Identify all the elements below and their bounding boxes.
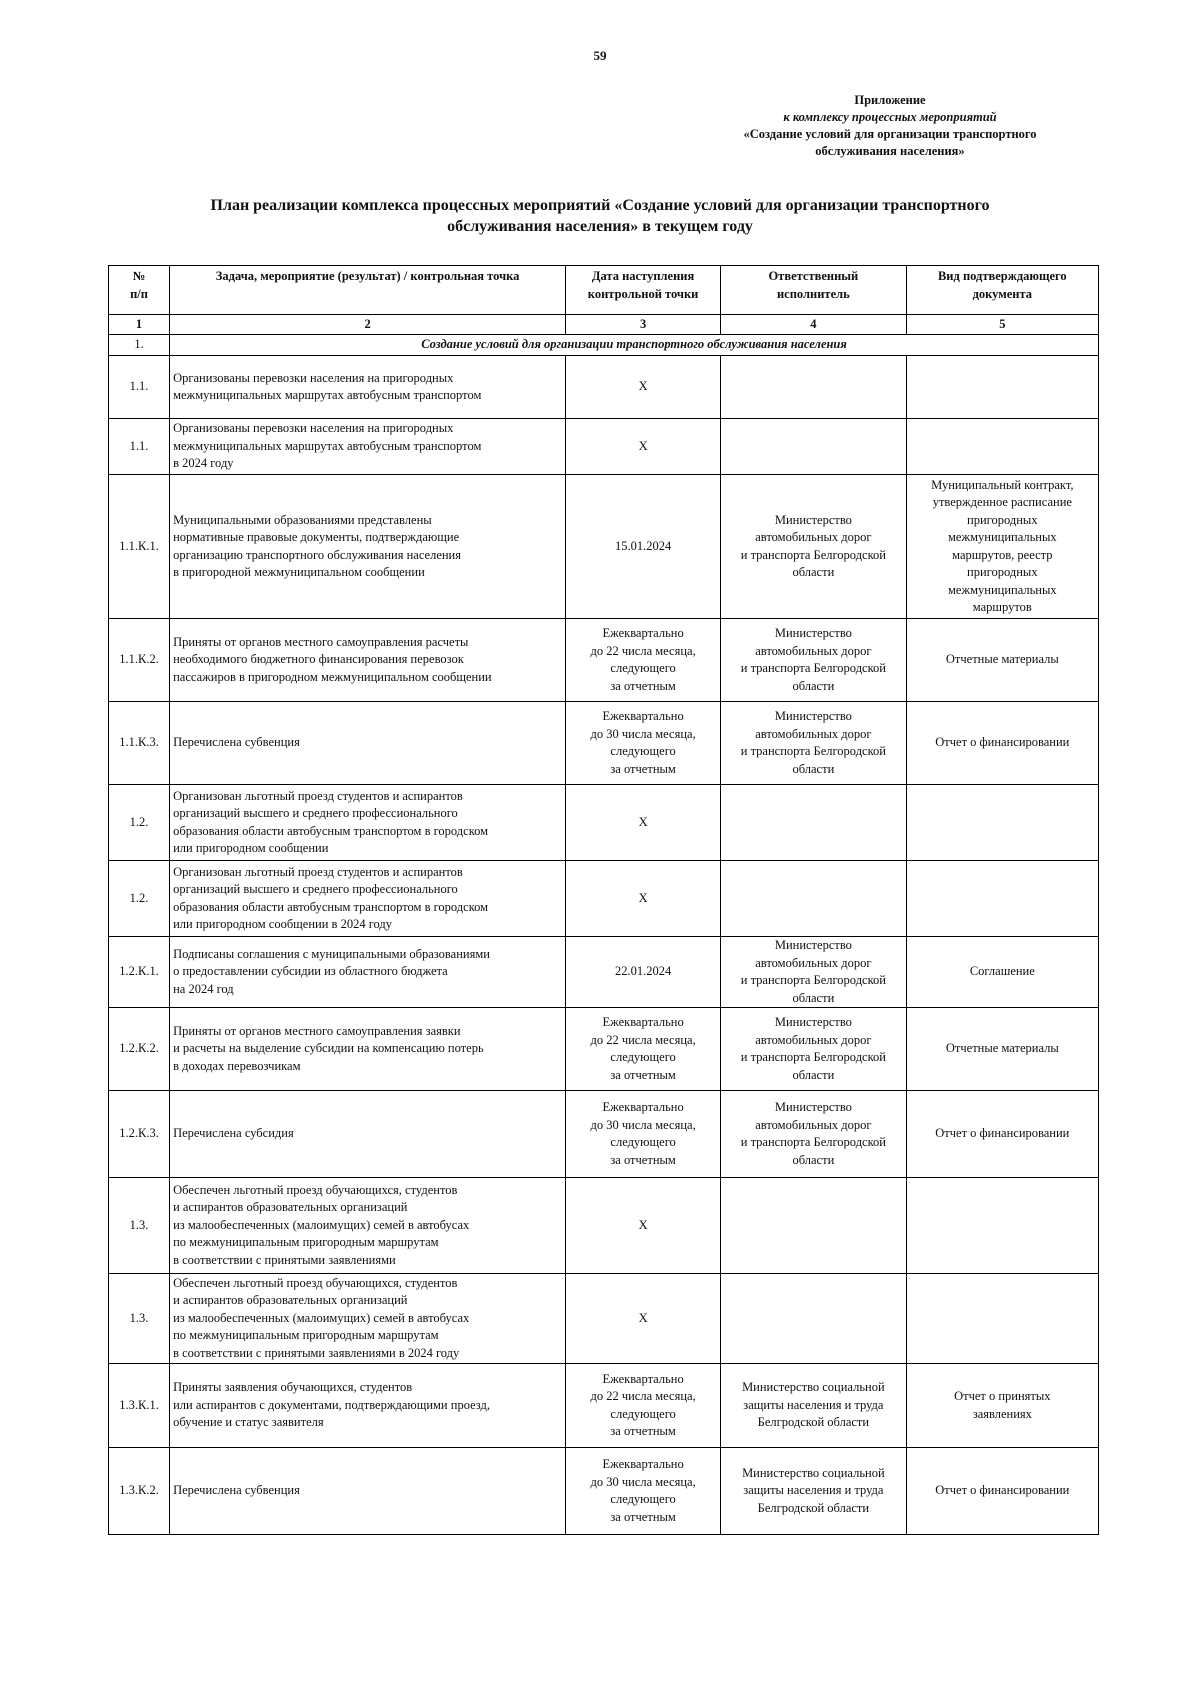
header-line: Ответственный: [768, 269, 859, 283]
header-date: [566, 266, 721, 315]
row-executor-line: области: [792, 990, 835, 1005]
table-row: [109, 1364, 1099, 1448]
row-task-line: Обеспечен льготный проезд обучающихся, студентов: [173, 1182, 458, 1197]
row-executor-line: области: [792, 1067, 835, 1082]
row-task: [170, 619, 566, 702]
row-document: [906, 861, 1098, 937]
table-row: [109, 937, 1099, 1008]
header-line: Дата наступления: [591, 269, 695, 283]
row-task-line: Перечислена субвенция: [173, 1483, 300, 1498]
row-date-line: Ежеквартально: [602, 709, 684, 723]
row-executor-line: автомобильных дорог: [755, 643, 872, 658]
row-task-line: пассажиров в пригородном межмуниципальном сообщении: [173, 669, 492, 684]
row-date-line: за отчетным: [610, 1067, 676, 1082]
appendix-label: Приложение: [854, 93, 926, 107]
row-executor-line: Министерство: [774, 709, 852, 723]
row-executor-line: Министерство: [774, 512, 852, 527]
row-executor: [721, 785, 907, 861]
row-task-line: нормативные правовые документы, подтверждающие: [173, 530, 460, 544]
table-header-row: [109, 266, 1099, 315]
row-document-line: межмуниципальных: [948, 530, 1057, 544]
row-task: [170, 1178, 566, 1274]
row-number-line: 1.1.: [129, 438, 149, 453]
row-date: [566, 475, 721, 619]
row-date-line: X: [638, 438, 648, 453]
row-executor-line: и транспорта Белгородской: [740, 1135, 886, 1149]
row-task-line: или аспирантов с документами, подтверждающими проезд,: [173, 1397, 490, 1412]
row-executor: [721, 1091, 907, 1178]
row-date: [566, 785, 721, 861]
row-date-line: Ежеквартально: [602, 1015, 684, 1029]
section-row: [109, 335, 1099, 356]
row-date-line: X: [638, 814, 648, 829]
row-number-line: 1.2.: [129, 890, 149, 905]
row-task: [170, 419, 566, 475]
row-date-line: следующего: [610, 744, 676, 758]
row-executor: [721, 356, 907, 419]
column-number: 3: [566, 315, 721, 335]
row-date: [566, 1091, 721, 1178]
row-date: [566, 702, 721, 785]
row-executor: [721, 1448, 907, 1535]
row-number-line: 1.3.К.1.: [119, 1397, 159, 1412]
row-executor-line: Министерство: [774, 1015, 852, 1029]
row-executor-line: Белгродской области: [757, 1415, 870, 1430]
table-row: [109, 785, 1099, 861]
row-task-line: в пригородной межмуниципальном сообщении: [173, 565, 425, 579]
row-executor-line: Министерство: [774, 626, 852, 640]
row-date: [566, 937, 721, 1008]
row-number-line: 1.3.К.2.: [119, 1483, 159, 1498]
row-document-line: Отчетные материалы: [945, 652, 1059, 667]
row-date-line: за отчетным: [610, 1424, 676, 1438]
table-row: [109, 475, 1099, 619]
row-date-line: Ежеквартально: [602, 626, 684, 640]
row-task-line: Организован льготный проезд студентов и аспирантов: [173, 864, 463, 879]
row-date-line: 22.01.2024: [614, 964, 672, 979]
row-number-line: 1.1.К.2.: [119, 652, 159, 667]
row-task-line: и аспирантов образовательных организаций: [173, 1200, 408, 1215]
plan-table: [108, 265, 1099, 1535]
row-number-line: 1.2.К.1.: [119, 964, 159, 979]
row-date-line: следующего: [610, 1492, 676, 1506]
row-number: [109, 356, 170, 419]
row-executor-line: и транспорта Белгородской: [740, 973, 886, 987]
row-date: [566, 619, 721, 702]
row-document: [906, 1008, 1098, 1091]
row-date-line: X: [638, 1217, 648, 1232]
row-task-line: образования области автобусным транспортом в городском: [173, 899, 489, 914]
row-task: [170, 1448, 566, 1535]
row-date-line: до 22 числа месяца,: [590, 1032, 696, 1047]
row-date: [566, 419, 721, 475]
row-date-line: до 30 числа месяца,: [590, 1474, 696, 1489]
table-row: [109, 861, 1099, 937]
row-task: [170, 1008, 566, 1091]
header-task: [170, 266, 566, 315]
row-document-line: Отчет о принятых: [954, 1389, 1051, 1403]
row-executor: [721, 419, 907, 475]
row-date-line: следующего: [610, 1135, 676, 1149]
row-number-line: 1.2.: [129, 814, 149, 829]
header-document: [906, 266, 1098, 315]
appendix-line-3: «Создание условий для организации транспортного: [743, 127, 1037, 141]
row-executor-line: и транспорта Белгородской: [740, 744, 886, 758]
row-document-line: межмуниципальных: [948, 582, 1057, 597]
row-executor: [721, 937, 907, 1008]
row-date: [566, 1448, 721, 1535]
row-task-line: обучение и статус заявителя: [173, 1415, 324, 1430]
table-row: [109, 702, 1099, 785]
header-line: Вид подтверждающего: [937, 269, 1067, 283]
row-document: [906, 1448, 1098, 1535]
row-date-line: за отчетным: [610, 1509, 676, 1524]
row-number-line: 1.1.К.1.: [119, 538, 159, 553]
row-document-line: пригородных: [967, 512, 1038, 527]
row-executor-line: и транспорта Белгородской: [740, 661, 886, 675]
header-executor: [721, 266, 907, 315]
row-document: [906, 1178, 1098, 1274]
section-title: Создание условий для организации транспортного обслуживания населения: [170, 335, 1099, 356]
row-date-line: следующего: [610, 661, 676, 675]
row-document: [906, 785, 1098, 861]
table-row: [109, 1274, 1099, 1364]
row-task-line: межмуниципальных маршрутах автобусным транспортом: [173, 438, 482, 453]
row-number-line: 1.2.К.3.: [119, 1126, 159, 1141]
row-task-line: организацию транспортного обслуживания населения: [173, 547, 461, 562]
row-task-line: Организован льготный проезд студентов и аспирантов: [173, 788, 463, 803]
column-number: 4: [721, 315, 907, 335]
document-title-line-1: План реализации комплекса процессных мероприятий «Создание условий для организации транспортного: [210, 197, 990, 214]
row-task: [170, 861, 566, 937]
row-date-line: Ежеквартально: [602, 1457, 684, 1471]
row-task-line: Муниципальными образованиями представлены: [173, 512, 432, 527]
column-number-row: [109, 315, 1099, 335]
table-row: [109, 619, 1099, 702]
row-date-line: X: [638, 890, 648, 905]
row-number: [109, 1274, 170, 1364]
row-executor-line: автомобильных дорог: [755, 1117, 872, 1132]
row-date-line: до 22 числа месяца,: [590, 643, 696, 658]
row-number: [109, 861, 170, 937]
row-executor: [721, 861, 907, 937]
row-task-line: и расчеты на выделение субсидии на компенсацию потерь: [173, 1041, 484, 1056]
row-executor-line: автомобильных дорог: [755, 1032, 872, 1047]
row-task-line: организаций высшего и среднего профессионального: [173, 882, 458, 896]
row-executor: [721, 1364, 907, 1448]
row-date-line: за отчетным: [610, 1152, 676, 1167]
row-executor-line: Министерство: [774, 1100, 852, 1114]
row-executor-line: защиты населения и труда: [743, 1397, 884, 1412]
row-task-line: Обеспечен льготный проезд обучающихся, студентов: [173, 1275, 458, 1290]
row-document-line: утвержденное расписание: [932, 495, 1072, 509]
row-date: [566, 356, 721, 419]
row-task-line: или пригородном сообщении в 2024 году: [173, 917, 393, 931]
row-task: [170, 1091, 566, 1178]
row-document-line: Отчетные материалы: [945, 1041, 1059, 1056]
row-number: [109, 475, 170, 619]
row-executor-line: области: [792, 761, 835, 776]
row-number-line: 1.3.: [129, 1217, 149, 1232]
row-task-line: в соответствии с принятыми заявлениями в 2024 году: [173, 1345, 460, 1360]
row-date-line: X: [638, 1310, 648, 1325]
row-date: [566, 861, 721, 937]
row-document: [906, 619, 1098, 702]
section-number: 1.: [109, 335, 170, 356]
row-task-line: или пригородном сообщении: [173, 841, 329, 855]
row-document-line: Соглашение: [969, 964, 1035, 979]
row-task-line: о предоставлении субсидии из областного бюджета: [173, 964, 448, 979]
row-number-line: 1.2.К.2.: [119, 1041, 159, 1056]
row-task: [170, 356, 566, 419]
row-task: [170, 475, 566, 619]
row-date: [566, 1364, 721, 1448]
header-line: п/п: [130, 286, 148, 301]
row-number: [109, 619, 170, 702]
table-row: [109, 1008, 1099, 1091]
row-number: [109, 937, 170, 1008]
row-date-line: Ежеквартально: [602, 1371, 684, 1386]
row-document: [906, 1364, 1098, 1448]
row-date-line: следующего: [610, 1050, 676, 1064]
row-number: [109, 1178, 170, 1274]
row-executor-line: защиты населения и труда: [743, 1483, 884, 1498]
row-document: [906, 475, 1098, 619]
table-row: [109, 1448, 1099, 1535]
row-task-line: в соответствии с принятыми заявлениями: [173, 1252, 396, 1267]
row-executor-line: и транспорта Белгородской: [740, 547, 886, 562]
column-number: 5: [906, 315, 1098, 335]
row-executor-line: автомобильных дорог: [755, 955, 872, 970]
row-task-line: организаций высшего и среднего профессионального: [173, 806, 458, 820]
row-number: [109, 419, 170, 475]
row-task-line: Перечислена субвенция: [173, 735, 300, 750]
row-task-line: и аспирантов образовательных организаций: [173, 1293, 408, 1308]
row-task-line: из малообеспеченных (малоимущих) семей в автобусах: [173, 1217, 470, 1232]
row-date: [566, 1274, 721, 1364]
row-number: [109, 1364, 170, 1448]
row-document-line: Отчет о финансировании: [935, 735, 1070, 750]
column-number: 2: [170, 315, 566, 335]
row-executor-line: области: [792, 565, 835, 579]
row-task-line: в доходах перевозчикам: [173, 1058, 301, 1073]
row-task-line: по межмуниципальным пригородным маршрутам: [173, 1328, 439, 1343]
row-task: [170, 937, 566, 1008]
document-title: [130, 195, 1070, 237]
row-task-line: Перечислена субсидия: [173, 1126, 294, 1141]
row-date-line: за отчетным: [610, 761, 676, 776]
table-row: [109, 1091, 1099, 1178]
row-executor: [721, 619, 907, 702]
row-task-line: образования области автобусным транспортом в городском: [173, 823, 489, 838]
row-number-line: 1.1.: [129, 379, 149, 394]
row-executor: [721, 1178, 907, 1274]
row-task: [170, 702, 566, 785]
row-document-line: маршрутов: [972, 600, 1032, 614]
row-number: [109, 702, 170, 785]
row-executor-line: Министерство социальной: [742, 1465, 885, 1480]
row-task-line: по межмуниципальным пригородным маршрутам: [173, 1235, 439, 1250]
row-document: [906, 702, 1098, 785]
document-title-line-2: обслуживания населения» в текущем году: [447, 218, 753, 235]
row-task-line: Организованы перевозки населения на пригородных: [173, 370, 454, 385]
row-task: [170, 1364, 566, 1448]
row-date-line: X: [638, 379, 648, 394]
row-date: [566, 1008, 721, 1091]
row-executor: [721, 1008, 907, 1091]
row-task-line: Подписаны соглашения с муниципальными образованиями: [173, 946, 490, 961]
header-line: документа: [972, 286, 1033, 301]
row-task-line: Организованы перевозки населения на пригородных: [173, 421, 454, 436]
row-executor: [721, 475, 907, 619]
row-date-line: до 22 числа месяца,: [590, 1389, 696, 1403]
row-executor-line: Министерство социальной: [742, 1380, 885, 1395]
row-task-line: Приняты заявления обучающихся, студентов: [173, 1380, 413, 1395]
row-number: [109, 1448, 170, 1535]
row-executor-line: Белгродской области: [757, 1500, 870, 1515]
row-task-line: межмуниципальных маршрутах автобусным транспортом: [173, 388, 482, 402]
row-task-line: Приняты от органов местного самоуправления расчеты: [173, 634, 469, 649]
table-row: [109, 1178, 1099, 1274]
row-document: [906, 1274, 1098, 1364]
row-document-line: заявлениях: [972, 1406, 1032, 1421]
appendix-line-2: к комплексу процессных мероприятий: [783, 110, 997, 124]
page-number: 59: [593, 48, 607, 63]
row-task-line: необходимого бюджетного финансирования перевозок: [173, 652, 464, 667]
table-row: [109, 419, 1099, 475]
row-number: [109, 1091, 170, 1178]
row-date-line: за отчетным: [610, 678, 676, 693]
row-executor-line: области: [792, 678, 835, 693]
row-date-line: до 30 числа месяца,: [590, 726, 696, 741]
row-executor: [721, 702, 907, 785]
row-task-line: на 2024 год: [173, 981, 234, 996]
row-document: [906, 356, 1098, 419]
row-executor-line: автомобильных дорог: [755, 726, 872, 741]
table-row: [109, 356, 1099, 419]
appendix-block: [700, 92, 1080, 160]
row-date-line: 15.01.2024: [614, 538, 672, 553]
header-line: №: [132, 269, 146, 283]
row-document-line: пригородных: [967, 565, 1038, 579]
row-number-line: 1.1.К.3.: [119, 735, 159, 750]
header-line: контрольной точки: [587, 286, 699, 301]
header-number: [109, 266, 170, 315]
row-date: [566, 1178, 721, 1274]
row-executor: [721, 1274, 907, 1364]
row-executor-line: и транспорта Белгородской: [740, 1050, 886, 1064]
row-task-line: Приняты от органов местного самоуправления заявки: [173, 1023, 461, 1038]
row-document-line: Отчет о финансировании: [935, 1126, 1070, 1141]
header-line: исполнитель: [776, 286, 850, 301]
row-number-line: 1.3.: [129, 1310, 149, 1325]
row-date-line: до 30 числа месяца,: [590, 1117, 696, 1132]
row-document-line: Отчет о финансировании: [935, 1483, 1070, 1498]
row-document-line: Муниципальный контракт,: [931, 477, 1074, 492]
row-task-line: из малообеспеченных (малоимущих) семей в автобусах: [173, 1310, 470, 1325]
row-number: [109, 785, 170, 861]
row-task-line: в 2024 году: [173, 456, 234, 471]
row-task: [170, 785, 566, 861]
row-executor-line: области: [792, 1152, 835, 1167]
row-document: [906, 419, 1098, 475]
row-number: [109, 1008, 170, 1091]
row-executor-line: Министерство: [774, 938, 852, 952]
row-date-line: Ежеквартально: [602, 1100, 684, 1114]
row-task: [170, 1274, 566, 1364]
row-document: [906, 937, 1098, 1008]
row-document-line: маршрутов, реестр: [952, 547, 1053, 562]
appendix-line-4: обслуживания населения»: [815, 144, 965, 158]
row-executor-line: автомобильных дорог: [755, 530, 872, 544]
column-number: 1: [109, 315, 170, 335]
header-line: Задача, мероприятие (результат) / контрольная точка: [215, 269, 520, 283]
row-date-line: следующего: [610, 1406, 676, 1421]
row-document: [906, 1091, 1098, 1178]
